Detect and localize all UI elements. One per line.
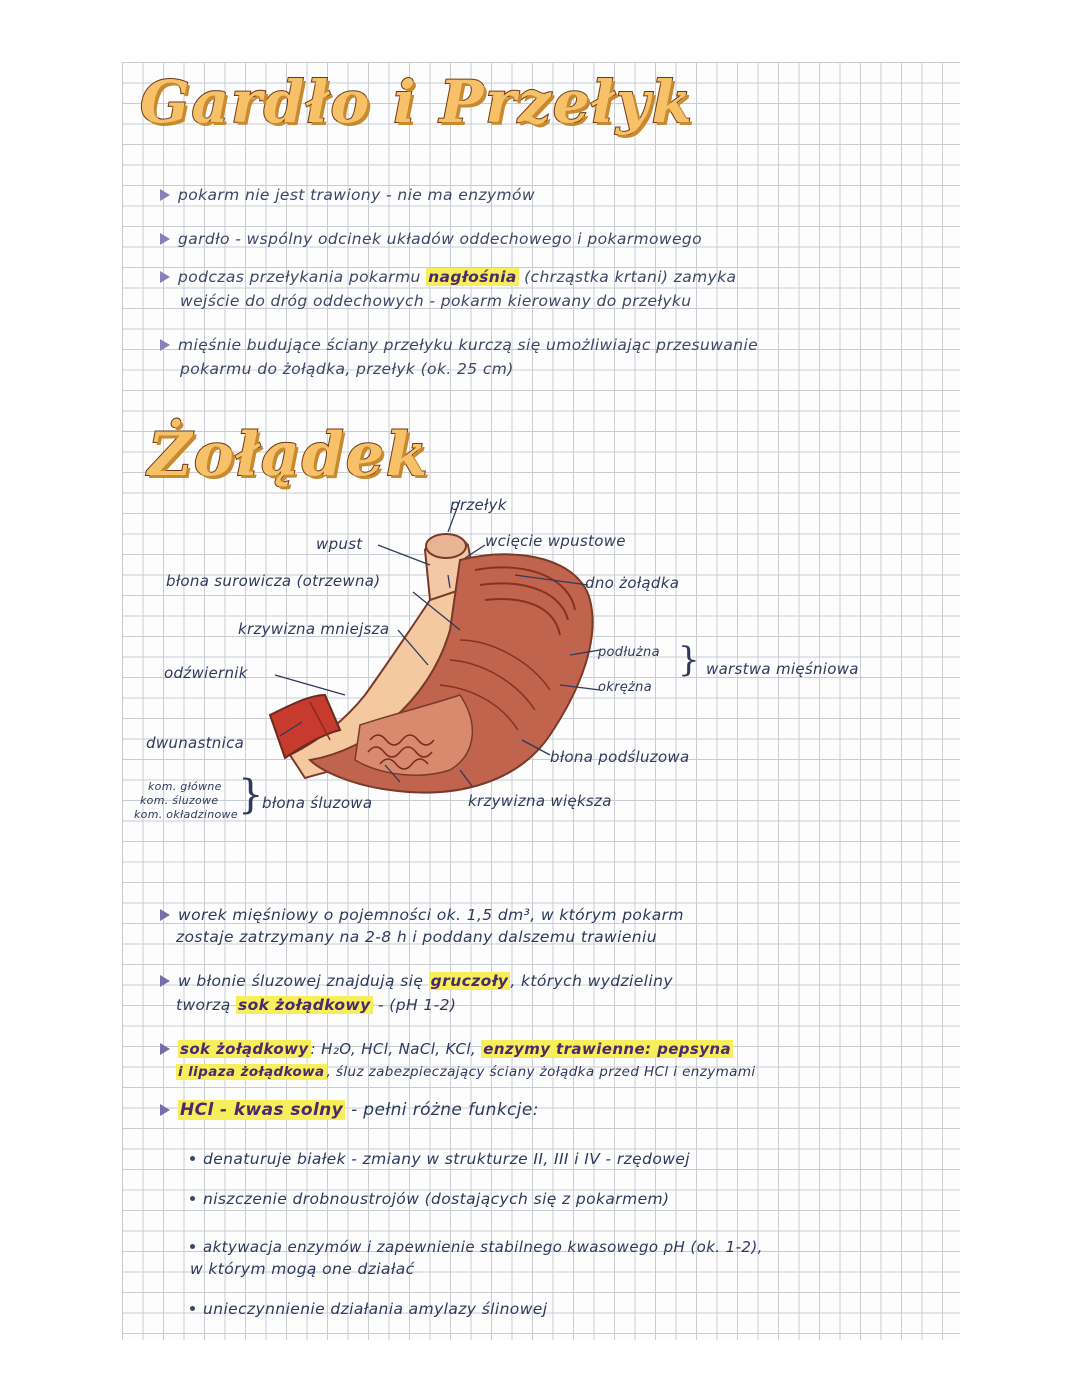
highlight-enzymy-pepsyna: enzymy trawienne: pepsyna xyxy=(483,1040,732,1058)
label-krzywizna-wieksza: krzywizna większa xyxy=(468,792,612,810)
label-kom-glowne: kom. główne xyxy=(148,780,222,793)
triangle-bullet-icon xyxy=(160,271,170,283)
triangle-bullet-icon xyxy=(160,975,170,987)
label-warstwa-miesniowa: warstwa mięśniowa xyxy=(706,660,859,678)
highlight-hcl-kwas-solny: HCl - kwas solny xyxy=(180,1100,344,1120)
label-okrezna: okrężna xyxy=(598,680,652,695)
throat-point-4: mięśnie budujące ściany przełyku kurczą się umożliwiając przesuwanie xyxy=(160,336,758,354)
dot-bullet-icon xyxy=(190,1244,195,1249)
stomach-point-1-cont: zostaje zatrzymany na 2-8 h i poddany dalszemu trawieniu xyxy=(176,928,657,946)
highlight-sok-zoladkowy-2: sok żołądkowy xyxy=(180,1040,309,1058)
stomach-point-3: sok żołądkowy : H₂O, HCl, NaCl, KCl, enzymy trawienne: pepsyna xyxy=(160,1040,733,1058)
triangle-bullet-icon xyxy=(160,909,170,921)
throat-point-3: podczas przełykania pokarmu nagłośnia (chrząstka krtani) zamyka xyxy=(160,268,736,286)
dot-bullet-icon xyxy=(190,1196,195,1201)
stomach-point-2: w błonie śluzowej znajdują się gruczoły , których wydzieliny xyxy=(160,972,673,990)
label-podluzna: podłużna xyxy=(598,645,660,660)
hcl-function-4: unieczynnienie działania amylazy ślinowej xyxy=(190,1300,547,1318)
label-przelyk: przełyk xyxy=(450,496,507,514)
throat-point-3-cont: wejście do dróg oddechowych - pokarm kierowany do przełyku xyxy=(180,292,692,310)
dot-bullet-icon xyxy=(190,1306,195,1311)
stomach-point-4: HCl - kwas solny - pełni różne funkcje: xyxy=(160,1100,539,1120)
heading-gardlo-i-przelyk: Gardło i Przełyk xyxy=(140,68,694,136)
hcl-function-3: aktywacja enzymów i zapewnienie stabilnego kwasowego pH (ok. 1-2), xyxy=(190,1238,763,1256)
triangle-bullet-icon xyxy=(160,1104,170,1116)
stomach-point-2-cont: tworzą sok żołądkowy - (pH 1-2) xyxy=(176,996,457,1014)
throat-point-2: gardło - wspólny odcinek układów oddechowego i pokarmowego xyxy=(160,230,702,248)
triangle-bullet-icon xyxy=(160,189,170,201)
label-wpust: wpust xyxy=(316,535,363,553)
throat-point-4-cont: pokarmu do żołądka, przełyk (ok. 25 cm) xyxy=(180,360,514,378)
hcl-function-2: niszczenie drobnoustrojów (dostających się z pokarmem) xyxy=(190,1190,669,1208)
triangle-bullet-icon xyxy=(160,339,170,351)
label-blona-surowicza: błona surowicza (otrzewna) xyxy=(166,572,381,590)
label-odzwiernik: odźwiernik xyxy=(164,664,248,682)
label-kom-okladzinowe: kom. okładzinowe xyxy=(134,808,238,821)
throat-point-1: pokarm nie jest trawiony - nie ma enzymów xyxy=(160,186,535,204)
triangle-bullet-icon xyxy=(160,233,170,245)
label-kom-sluzowe: kom. śluzowe xyxy=(140,794,219,807)
hcl-function-3-cont: w którym mogą one działać xyxy=(190,1260,415,1278)
triangle-bullet-icon xyxy=(160,1043,170,1055)
highlight-naglosnia: nagłośnia xyxy=(428,268,517,286)
dot-bullet-icon xyxy=(190,1156,195,1161)
brace-muscle-layer: } xyxy=(678,640,700,680)
stomach-point-1: worek mięśniowy o pojemności ok. 1,5 dm³, w którym pokarm xyxy=(160,906,684,924)
hcl-function-1: denaturuje białek - zmiany w strukturze II, III i IV - rzędowej xyxy=(190,1150,690,1168)
label-krzywizna-mniejsza: krzywizna mniejsza xyxy=(238,620,390,638)
label-blona-podsluzowa: błona podśluzowa xyxy=(550,748,690,766)
heading-zoladek: Żołądek xyxy=(148,420,430,490)
label-dwunastnica: dwunastnica xyxy=(146,734,245,752)
stomach-point-3-cont: i lipaza żołądkowa , śluz zabezpieczający ściany żołądka przed HCl i enzymami xyxy=(178,1064,756,1080)
stomach-diagram xyxy=(130,490,950,880)
highlight-gruczoly: gruczoły xyxy=(430,972,509,990)
label-blona-sluzowa: błona śluzowa xyxy=(262,794,373,812)
highlight-lipaza: i lipaza żołądkowa xyxy=(178,1064,325,1080)
label-dno-zoladka: dno żołądka xyxy=(585,574,680,592)
highlight-sok-zoladkowy: sok żołądkowy xyxy=(237,996,371,1014)
label-wciecie-wpustowe: wcięcie wpustowe xyxy=(485,532,626,550)
brace-mucosa-cells: } xyxy=(238,772,264,818)
